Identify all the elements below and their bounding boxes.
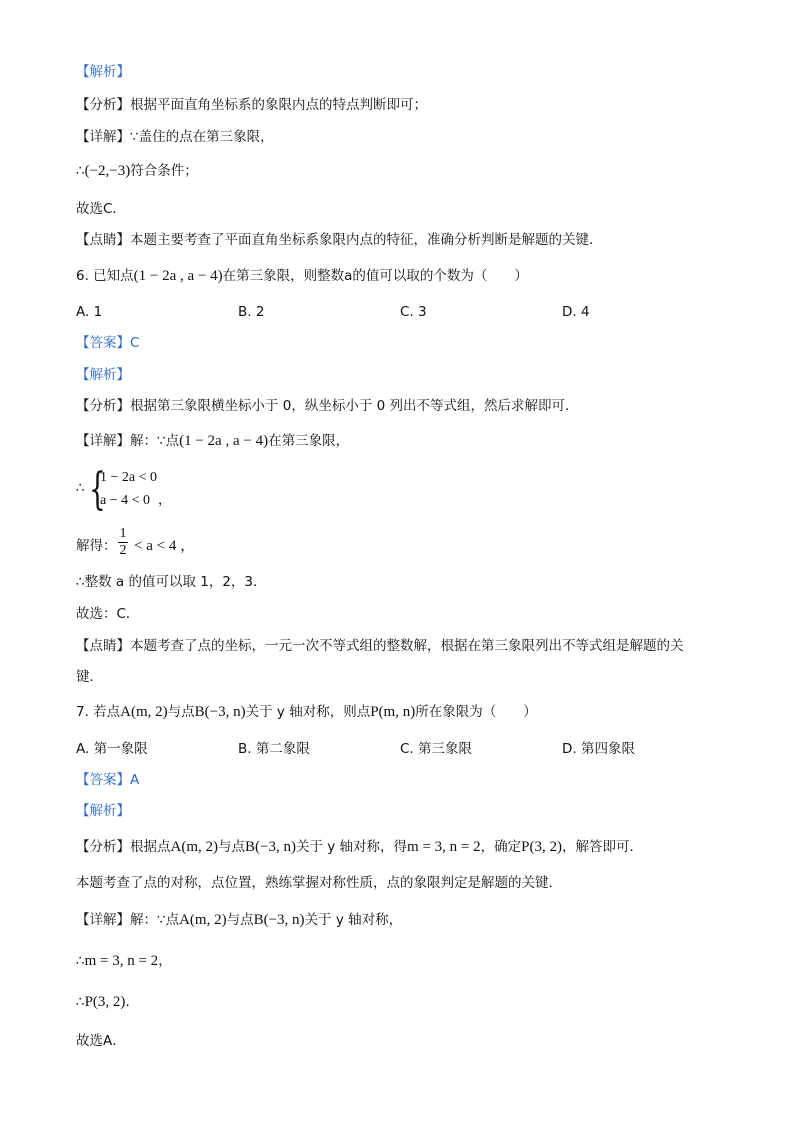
question-6-point: (1 − 2a , a − 4) (133, 268, 223, 284)
q7-detail-point-b: B(−3, n) (253, 912, 305, 928)
q7-result-2-period: ． (125, 994, 139, 1010)
system-therefore: ∴ (76, 480, 85, 496)
q7-result-1 (76, 951, 172, 971)
q6-analysis-heading: 【解析】 (76, 367, 130, 383)
question-6-tail: 在第三象限，则整数a的值可以取的个数为（ ） (222, 268, 528, 284)
question-6-lead: 6. 已知点 (76, 268, 134, 284)
q7-option-d: D. 第四象限 (562, 741, 635, 757)
q7-analysis-values: m = 3, n = 2 (407, 839, 481, 855)
analysis-text: 【分析】根据平面直角坐标系的象限内点的特点判断即可； (76, 97, 427, 113)
q7-analysis-tail: ，解答即可． (561, 839, 643, 855)
q6-option-a: A. 1 (76, 304, 103, 320)
therefore-symbol: ∴ (76, 163, 85, 179)
fraction-denominator: 2 (119, 543, 127, 558)
system-comma: ， (158, 492, 172, 508)
q7-detail-tail: 关于 y 轴对称， (304, 912, 403, 928)
q6-detail-point: (1 − 2a , a − 4) (179, 433, 269, 449)
q7-analysis-connector-2: 关于 y 轴对称，得 (295, 839, 408, 855)
q7-analysis-connector-3: ，确定 (480, 839, 522, 855)
q7-detail-lead: 【详解】解：∵点 (76, 912, 180, 928)
q6-analysis-text: 【分析】根据第三象限横坐标小于 0，纵坐标小于 0 列出不等式组，然后求解即可． (76, 398, 579, 414)
system-brace: { (89, 464, 106, 515)
q7-option-b: B. 第二象限 (238, 741, 310, 757)
question-7 (76, 702, 537, 722)
q7-analysis-lead: 【分析】根据点 (76, 839, 171, 855)
inequality-2: a − 4 < 0 (100, 493, 151, 508)
q6-detail-lead: 【详解】解：∵点 (76, 433, 180, 449)
q7-analysis-point-b: B(−3, n) (245, 839, 296, 855)
q7-connector-1: 与点 (167, 704, 195, 720)
q7-point-a: A(m, 2) (120, 704, 168, 720)
q6-comment-1: 【点睛】本题考查了点的坐标，一元一次不等式组的整数解，根据在第三象限列出不等式组是解题的关 (76, 638, 684, 654)
q7-detail-point-a: A(m, 2) (179, 912, 227, 928)
q6-integer-values: ∴整数 a 的值可以取 1，2，3． (76, 574, 267, 590)
q7-result-1-therefore: ∴ (76, 953, 85, 969)
q7-result-1-comma: ， (158, 953, 172, 969)
q6-option-c: C. 3 (400, 304, 427, 320)
q7-option-a: A. 第一象限 (76, 741, 148, 757)
q6-answer: 【答案】C (76, 335, 140, 351)
q6-comment-2: 键． (76, 669, 103, 685)
q6-solve-inequality: < a < 4 ， (134, 538, 196, 554)
q7-point-b: B(−3, n) (194, 704, 246, 720)
q7-option-c: C. 第三象限 (400, 741, 473, 757)
q7-analysis-heading: 【解析】 (76, 803, 130, 819)
inequality-1: 1 − 2a < 0 (100, 470, 158, 485)
fraction-numerator: 1 (119, 526, 127, 541)
q6-option-b: B. 2 (238, 304, 265, 320)
q6-detail-tail: 在第三象限， (268, 433, 350, 449)
choice-line: 故选C． (76, 201, 126, 217)
q7-connector-2: 关于 y 轴对称，则点 (245, 704, 371, 720)
q7-result-2-therefore: ∴ (76, 994, 85, 1010)
q7-result-2 (76, 992, 139, 1012)
point-expression: (−2,−3) (84, 163, 131, 179)
q7-detail-line (76, 910, 402, 930)
q7-point-p: P(m, n) (370, 704, 416, 720)
q7-result-1-values: m = 3, n = 2 (84, 953, 159, 969)
q7-note: 本题考查了点的对称，点位置，熟练掌握对称性质，点的象限判定是解题的关键． (76, 875, 562, 891)
q7-analysis-connector-1: 与点 (218, 839, 245, 855)
q7-detail-connector: 与点 (226, 912, 254, 928)
analysis-heading: 【解析】 (76, 64, 130, 80)
question-6 (76, 266, 528, 286)
q7-analysis-point-a: A(m, 2) (170, 839, 218, 855)
detail-text: 【详解】∵盖住的点在第三象限， (76, 129, 274, 145)
q6-solve-label: 解得： (76, 538, 117, 554)
comment-text: 【点睛】本题主要考查了平面直角坐标系象限内点的特征，准确分析判断是解题的关键． (76, 232, 603, 248)
q7-answer: 【答案】A (76, 772, 140, 788)
condition-text: 符合条件； (130, 163, 198, 179)
q7-lead: 7. 若点 (76, 704, 121, 720)
q7-analysis-line (76, 837, 643, 857)
q6-option-d: D. 4 (562, 304, 590, 320)
q7-analysis-point-p: P(3, 2) (521, 839, 562, 855)
q6-detail-line (76, 431, 349, 451)
q7-tail: 所在象限为（ ） (415, 704, 537, 720)
fraction-one-half (118, 526, 128, 559)
q7-result-2-point: P(3, 2) (84, 994, 126, 1010)
q7-choose: 故选A． (76, 1033, 126, 1049)
therefore-line (76, 161, 198, 181)
q6-choose: 故选：C． (76, 606, 140, 622)
